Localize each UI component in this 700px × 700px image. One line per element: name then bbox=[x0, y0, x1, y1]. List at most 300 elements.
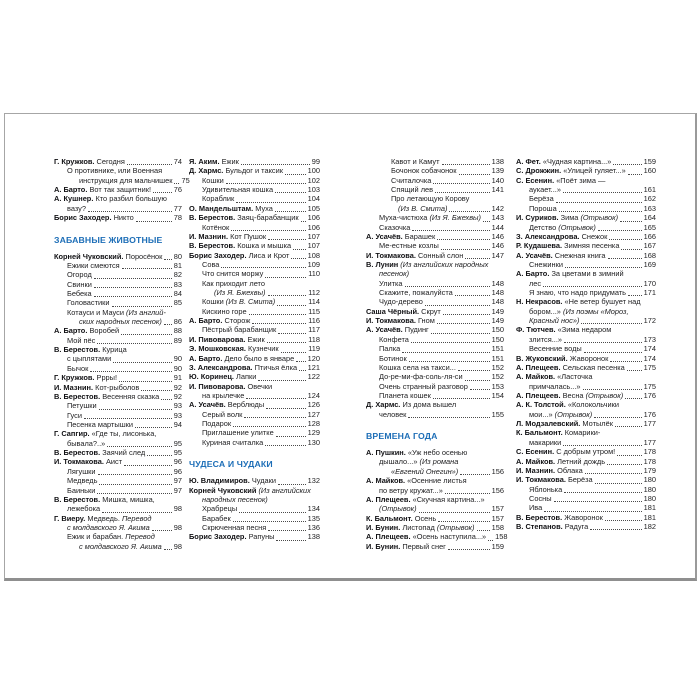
entry-title: Котауси и Мауси bbox=[67, 307, 124, 317]
entry-title: Муха-чистюха bbox=[379, 213, 428, 223]
dot-leader bbox=[583, 389, 642, 390]
entry-text bbox=[67, 270, 92, 279]
page-number: 172 bbox=[643, 316, 656, 326]
entry-text bbox=[189, 251, 289, 260]
page-number: 177 bbox=[643, 437, 656, 447]
page-number: 76 bbox=[173, 185, 182, 195]
toc-entry-line bbox=[516, 513, 656, 522]
entry-title: примчалась...» bbox=[529, 381, 581, 391]
entry-note: народных песенок) bbox=[202, 494, 268, 504]
author-name: А. Фет. bbox=[516, 157, 541, 166]
entry-title: бором...» bbox=[529, 306, 561, 316]
toc-entry-line bbox=[366, 307, 504, 316]
dot-leader bbox=[285, 174, 306, 175]
entry-text bbox=[516, 297, 641, 306]
toc-entry-line bbox=[54, 457, 182, 466]
toc-entry-line bbox=[366, 260, 504, 269]
toc-entry-line bbox=[516, 419, 656, 428]
page-number: 98 bbox=[173, 522, 182, 532]
entry-text bbox=[366, 495, 485, 504]
page-number: 141 bbox=[491, 185, 504, 195]
entry-title: Очень странный разговор bbox=[379, 381, 468, 391]
page-number: 148 bbox=[491, 278, 504, 288]
entry-title: Песенка мартышки bbox=[67, 419, 133, 429]
entry-title: «Не ветер бушует над bbox=[564, 297, 641, 307]
dot-leader bbox=[607, 464, 642, 465]
page-number: 85 bbox=[173, 298, 182, 308]
page-number: 94 bbox=[173, 419, 182, 429]
entry-note: с молдавского Я. Акима bbox=[67, 522, 150, 532]
dot-leader bbox=[488, 540, 493, 541]
author-name: Борис Заходер. bbox=[189, 250, 247, 260]
entry-title: Берёза bbox=[567, 475, 593, 485]
toc-entry-line bbox=[189, 176, 320, 185]
entry-note: «Евгений Онегин») bbox=[391, 466, 459, 476]
page-number: 175 bbox=[643, 362, 656, 372]
page-number: 177 bbox=[643, 419, 656, 429]
page-number: 142 bbox=[491, 203, 504, 213]
page-number: 174 bbox=[643, 353, 656, 363]
toc-entry-line bbox=[516, 438, 656, 447]
toc-entry-line bbox=[366, 523, 504, 532]
author-name: Г. Кружков. bbox=[54, 373, 95, 383]
toc-entry-line bbox=[189, 495, 320, 504]
dot-leader bbox=[99, 409, 172, 410]
author-name: И. Мазнин. bbox=[516, 465, 556, 475]
page-number: 162 bbox=[643, 194, 656, 204]
page-number: 92 bbox=[173, 391, 182, 401]
toc-entry-line bbox=[516, 410, 656, 419]
entry-title: Огород bbox=[67, 270, 92, 280]
entry-text bbox=[379, 213, 481, 222]
entry-title: Храбрецы bbox=[202, 504, 238, 514]
page-number: 163 bbox=[643, 203, 656, 213]
page-number: 90 bbox=[173, 363, 182, 373]
book-page bbox=[4, 113, 697, 581]
entry-text bbox=[529, 307, 629, 316]
page-number: 150 bbox=[491, 325, 504, 335]
toc-entry-line bbox=[366, 316, 504, 325]
entry-note: (Из романа bbox=[419, 457, 459, 467]
dot-leader bbox=[605, 520, 642, 521]
page-number: 97 bbox=[173, 476, 182, 486]
entry-text bbox=[202, 428, 274, 437]
toc-entry-line bbox=[54, 175, 190, 185]
toc-entry-line bbox=[366, 185, 504, 194]
entry-text bbox=[516, 447, 615, 456]
entry-text bbox=[379, 372, 463, 381]
entry-text bbox=[366, 325, 429, 334]
dot-leader bbox=[590, 529, 641, 530]
toc-entry-line bbox=[516, 269, 656, 278]
entry-text bbox=[202, 297, 275, 306]
entry-title: Курица bbox=[102, 345, 127, 355]
entry-text bbox=[529, 223, 596, 232]
entry-title: Сова bbox=[202, 259, 220, 269]
toc-entry-line bbox=[54, 213, 182, 222]
toc-entry-line bbox=[366, 279, 504, 288]
entry-title: Планета кошек bbox=[379, 390, 431, 400]
entry-text bbox=[189, 232, 266, 241]
entry-text bbox=[189, 486, 311, 495]
entry-note: (Отрывок) bbox=[554, 409, 593, 419]
entry-title: Снежинки bbox=[529, 259, 563, 269]
page-number: 108 bbox=[307, 250, 320, 260]
page-number: 179 bbox=[643, 465, 656, 475]
dot-leader bbox=[84, 418, 172, 419]
dot-leader bbox=[412, 230, 489, 231]
entry-text bbox=[67, 204, 86, 213]
page-number: 80 bbox=[173, 251, 182, 261]
entry-note: песенок) bbox=[379, 269, 410, 279]
entry-title: Ежик и барабан. bbox=[67, 532, 124, 542]
toc-entry-line bbox=[54, 289, 182, 298]
toc-entry-line bbox=[366, 476, 504, 485]
toc-entry-line bbox=[516, 288, 656, 297]
page-number: 107 bbox=[307, 231, 320, 241]
entry-title: Муха bbox=[255, 203, 273, 213]
page-number: 151 bbox=[491, 353, 504, 363]
entry-title: Жаворонок bbox=[569, 353, 609, 363]
author-name: В. Степанов. bbox=[516, 522, 563, 532]
dot-leader bbox=[233, 426, 306, 427]
dot-leader bbox=[98, 474, 172, 475]
toc-entry-line bbox=[189, 514, 320, 523]
author-name: И. Мазнин. bbox=[54, 382, 94, 392]
page-number: 106 bbox=[307, 213, 320, 223]
entry-text bbox=[366, 251, 463, 260]
page-number: 83 bbox=[173, 279, 182, 289]
toc-entry-line bbox=[54, 194, 182, 203]
entry-text bbox=[202, 185, 273, 194]
entry-text bbox=[379, 297, 423, 306]
dot-leader bbox=[164, 259, 171, 260]
dot-leader bbox=[99, 484, 171, 485]
dot-leader bbox=[94, 296, 172, 297]
page-number: 117 bbox=[308, 325, 320, 335]
author-name: А. Пушкин. bbox=[366, 448, 406, 458]
dot-leader bbox=[563, 192, 642, 193]
entry-text bbox=[529, 185, 561, 194]
toc-entry-line bbox=[54, 383, 182, 392]
dot-leader bbox=[164, 324, 172, 325]
entry-title: Улитка bbox=[379, 278, 403, 288]
dot-leader bbox=[112, 306, 172, 307]
author-name: Г. Виеру. bbox=[54, 513, 86, 523]
dot-leader bbox=[236, 202, 305, 203]
entry-note: (Из поэмы «Мороз, bbox=[562, 306, 629, 316]
toc-entry-line bbox=[516, 494, 656, 503]
section-header: ВРЕМЕНА ГОДА bbox=[366, 431, 438, 442]
entry-text bbox=[379, 363, 456, 372]
entry-text bbox=[54, 252, 162, 261]
entry-title: лежебока bbox=[67, 504, 101, 514]
dot-leader bbox=[470, 389, 490, 390]
entry-text bbox=[516, 475, 593, 484]
page-number: 149 bbox=[491, 316, 504, 326]
dot-leader bbox=[293, 249, 306, 250]
entry-note: (Из английских bbox=[258, 485, 311, 495]
entry-text bbox=[214, 288, 266, 297]
entry-text bbox=[516, 522, 588, 531]
toc-entry-line bbox=[366, 204, 504, 213]
page-number: 90 bbox=[173, 354, 182, 364]
dot-leader bbox=[278, 484, 306, 485]
dot-leader bbox=[449, 211, 489, 212]
page-number: 96 bbox=[173, 457, 182, 467]
entry-text bbox=[202, 260, 219, 269]
toc-entry-line bbox=[516, 223, 656, 232]
entry-text bbox=[379, 279, 403, 288]
toc-entry-line bbox=[54, 448, 182, 457]
toc-entry-line bbox=[516, 344, 656, 353]
toc-entry-line bbox=[189, 354, 320, 363]
page-number: 165 bbox=[643, 222, 656, 232]
dot-leader bbox=[276, 540, 305, 541]
toc-entry-line bbox=[516, 363, 656, 372]
entry-note: (Отрывок) bbox=[580, 213, 619, 223]
toc-entry-line bbox=[516, 166, 656, 175]
dot-leader bbox=[275, 192, 306, 193]
toc-entry-line bbox=[366, 448, 504, 457]
entry-title: Воробей bbox=[89, 326, 120, 336]
entry-title: Бочонок собачонок bbox=[391, 166, 457, 176]
page-number: 176 bbox=[643, 409, 656, 419]
dot-leader bbox=[281, 352, 307, 353]
entry-title: Баиньки bbox=[67, 485, 96, 495]
author-name: З. Александрова. bbox=[516, 231, 580, 241]
entry-title: Медведь bbox=[67, 476, 98, 486]
toc-entry-line bbox=[189, 194, 320, 203]
entry-text bbox=[516, 400, 619, 409]
entry-title: Зима bbox=[560, 213, 579, 223]
entry-text bbox=[529, 344, 582, 353]
toc-entry-line bbox=[516, 157, 656, 166]
entry-title: Сегодня bbox=[96, 157, 125, 166]
entry-note: Красный нос») bbox=[529, 316, 580, 326]
entry-title: Подарок bbox=[202, 419, 232, 429]
dot-leader bbox=[296, 361, 305, 362]
page-number: 134 bbox=[307, 504, 320, 514]
author-name: И. Суриков. bbox=[516, 213, 559, 223]
toc-entry-line bbox=[54, 157, 182, 166]
entry-title: Поросёнок bbox=[125, 251, 163, 261]
entry-text bbox=[529, 279, 541, 288]
toc-entry-line bbox=[366, 251, 504, 260]
toc-entry-line bbox=[54, 185, 182, 194]
entry-text bbox=[529, 194, 554, 203]
author-name: Я. Аким. bbox=[189, 157, 220, 166]
toc-entry-line bbox=[189, 419, 320, 428]
toc-entry-line bbox=[189, 438, 320, 447]
entry-text bbox=[67, 364, 88, 373]
entry-text bbox=[366, 476, 467, 485]
toc-entry-line bbox=[366, 213, 504, 222]
dot-leader bbox=[258, 380, 305, 381]
entry-title: Барашек bbox=[404, 231, 436, 241]
dot-leader bbox=[249, 314, 307, 315]
entry-note: (Отрывок) bbox=[379, 504, 417, 514]
dot-leader bbox=[135, 427, 172, 428]
toc-entry-line bbox=[54, 514, 182, 523]
toc-entry-line bbox=[54, 336, 182, 345]
entry-title: Кот Пушок bbox=[230, 231, 267, 241]
toc-entry-line bbox=[189, 269, 320, 278]
entry-text bbox=[366, 316, 435, 325]
dot-leader bbox=[581, 323, 641, 324]
dot-leader bbox=[265, 445, 305, 446]
entry-title: Мой пёс bbox=[67, 335, 96, 345]
page-number: 173 bbox=[643, 334, 656, 344]
toc-entry-line bbox=[366, 363, 504, 372]
page-number: 102 bbox=[307, 175, 320, 185]
page-number: 151 bbox=[491, 344, 504, 354]
entry-title: Ботинок bbox=[379, 353, 407, 363]
entry-text bbox=[379, 288, 453, 297]
toc-entry-line bbox=[189, 241, 320, 250]
toc-entry-line bbox=[516, 232, 656, 241]
entry-text bbox=[529, 204, 557, 213]
dot-leader bbox=[425, 305, 490, 306]
page-number: 126 bbox=[307, 400, 320, 410]
toc-entry-line bbox=[189, 344, 320, 353]
entry-title: «Зима недаром bbox=[557, 325, 612, 335]
toc-entry-line bbox=[366, 542, 504, 551]
author-name: А. Плещеев. bbox=[366, 494, 411, 504]
entry-title: человек bbox=[379, 409, 407, 419]
toc-entry-line bbox=[54, 317, 182, 326]
page-number: 104 bbox=[307, 194, 320, 204]
author-name: В. Берестов. bbox=[516, 512, 563, 522]
toc-entry-line bbox=[516, 176, 656, 185]
entry-text bbox=[202, 194, 234, 203]
page-number: 119 bbox=[308, 344, 320, 354]
dot-leader bbox=[409, 361, 490, 362]
dot-leader bbox=[94, 278, 172, 279]
page-number: 109 bbox=[307, 259, 320, 269]
toc-entry-line bbox=[54, 467, 182, 476]
entry-title: вазу? bbox=[67, 203, 86, 213]
entry-title: Ррры! bbox=[96, 373, 118, 383]
entry-text bbox=[189, 532, 274, 541]
toc-entry-line bbox=[366, 382, 504, 391]
page-number: 140 bbox=[491, 175, 504, 185]
entry-title: Гном bbox=[417, 316, 435, 326]
entry-text bbox=[67, 354, 111, 363]
page-number: 181 bbox=[643, 512, 656, 522]
dot-leader bbox=[465, 258, 489, 259]
page-number: 121 bbox=[307, 362, 320, 372]
dot-leader bbox=[543, 286, 642, 287]
entry-title: «Улицей гуляет...» bbox=[563, 166, 626, 176]
dot-leader bbox=[291, 258, 305, 259]
entry-title: Кошка села на такси... bbox=[379, 362, 456, 372]
entry-title: Берёза bbox=[529, 194, 554, 204]
entry-text bbox=[67, 439, 105, 448]
page-number: 164 bbox=[643, 213, 656, 223]
dot-leader bbox=[594, 417, 641, 418]
entry-title: дышало...» bbox=[379, 457, 418, 467]
dot-leader bbox=[431, 333, 490, 334]
entry-text bbox=[67, 420, 133, 429]
toc-entry-line bbox=[516, 503, 656, 512]
entry-title: Кошка и мышка bbox=[237, 241, 292, 251]
entry-text bbox=[79, 176, 172, 185]
author-name: В. Берестов. bbox=[54, 448, 101, 458]
dot-leader bbox=[564, 342, 642, 343]
page-number: 159 bbox=[643, 157, 656, 166]
entry-title: злится...» bbox=[529, 334, 563, 344]
dot-leader bbox=[411, 342, 490, 343]
entry-title: Считалочка bbox=[391, 175, 432, 185]
toc-entry-line bbox=[516, 185, 656, 194]
entry-note: Перевод bbox=[121, 513, 152, 523]
entry-title: «Поёт зима — bbox=[556, 175, 606, 185]
entry-text bbox=[516, 232, 607, 241]
author-name: Ю. Владимиров. bbox=[189, 476, 250, 486]
entry-text bbox=[516, 391, 623, 400]
page-number: 180 bbox=[643, 484, 656, 494]
toc-entry-line bbox=[516, 260, 656, 269]
author-name: В. Берестов. bbox=[54, 345, 101, 355]
entry-text bbox=[391, 176, 431, 185]
toc-entry-line bbox=[366, 241, 504, 250]
entry-title: Зимняя песенка bbox=[564, 241, 620, 251]
toc-entry-line bbox=[516, 485, 656, 494]
section-header: ЧУДЕСА И ЧУДАКИ bbox=[189, 459, 273, 470]
entry-note: (Из В. Смита) bbox=[398, 203, 448, 213]
author-name: И. Пивоварова. bbox=[189, 381, 246, 391]
entry-title: Лапки bbox=[236, 372, 257, 382]
page-number: 138 bbox=[307, 532, 320, 542]
dot-leader bbox=[613, 164, 641, 165]
page-number: 154 bbox=[491, 390, 504, 400]
toc-entry-line bbox=[189, 232, 320, 241]
toc-entry-line bbox=[516, 382, 656, 391]
dot-leader bbox=[124, 465, 172, 466]
entry-note: (Из Я. Бжехвы) bbox=[214, 288, 266, 298]
author-name: Р. Кудашева. bbox=[516, 241, 563, 251]
entry-text bbox=[516, 428, 600, 437]
entry-title: Конфета bbox=[379, 334, 409, 344]
entry-title: «Колокольчики bbox=[567, 400, 619, 410]
author-name: В. Берестов. bbox=[54, 494, 101, 504]
toc-entry-line bbox=[366, 297, 504, 306]
entry-title: Скрюченная песня bbox=[202, 522, 267, 532]
page-number: 144 bbox=[491, 222, 504, 232]
dot-leader bbox=[565, 267, 642, 268]
toc-entry-line bbox=[54, 411, 182, 420]
toc-entry-line bbox=[516, 297, 656, 306]
toc-entry-line bbox=[366, 467, 504, 476]
toc-column-1 bbox=[54, 157, 190, 551]
page-number: 93 bbox=[173, 410, 182, 420]
dot-leader bbox=[458, 370, 490, 371]
entry-title: Осень bbox=[414, 513, 437, 523]
entry-title: Пороша bbox=[529, 203, 557, 213]
page-number: 169 bbox=[643, 259, 656, 269]
entry-title: бывала?..» bbox=[67, 438, 106, 448]
entry-title: Кто разбил большую bbox=[95, 194, 167, 204]
entry-text bbox=[366, 260, 488, 269]
entry-text bbox=[379, 344, 400, 353]
page-number: 157 bbox=[491, 504, 504, 514]
dot-leader bbox=[141, 390, 171, 391]
dot-leader bbox=[267, 342, 306, 343]
toc-entry-line bbox=[366, 514, 504, 523]
entry-title: Куриная считалка bbox=[202, 437, 264, 447]
entry-title: Пёстрый барабанщик bbox=[202, 325, 277, 335]
